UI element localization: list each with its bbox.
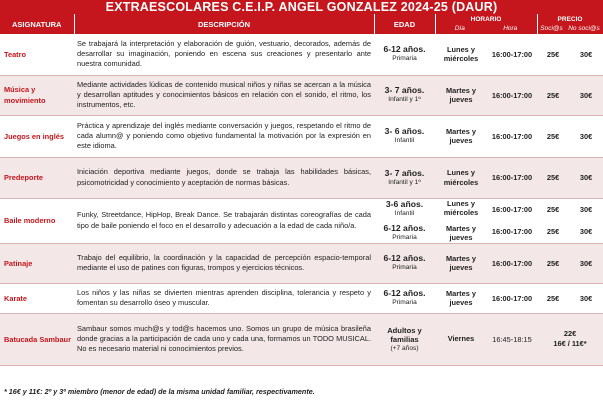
- activity-name: Juegos en inglés: [0, 115, 74, 157]
- price-no-socios: 30€: [569, 34, 603, 75]
- table-row: [0, 283, 603, 313]
- price-line-1: 22€: [563, 329, 577, 338]
- age-level: Infantil y 1º: [388, 178, 421, 186]
- age-level: Primaria: [392, 264, 417, 271]
- activity-description: Práctica y aprendizaje del inglés mediante conversación y juegos, respetando el ritmo de cada alumn@ y poniendo como objetivo fundamental la motivación por la expresión en este idioma.: [74, 115, 374, 157]
- activity-age: [374, 198, 435, 243]
- header-hora: Hora: [503, 24, 518, 32]
- activity-description: Funky, Streetdance, HipHop, Break Dance. Se trabajarán distintas coreografías de cada tipo de baile poniendo el foco en el desarrollo y adecuación a la edad de cada niño/a.: [74, 198, 374, 243]
- activities-table: [0, 14, 603, 366]
- table-row: [0, 115, 603, 157]
- activity-name: Predeporte: [0, 157, 74, 198]
- age-range-2: 6-12 años.: [383, 222, 426, 233]
- activity-description: Los niños y las niñas se divierten mientras aprenden disciplina, tolerancia y respeto y fomentan su desarrollo óseo y muscular.: [74, 283, 374, 313]
- table-row: [0, 313, 603, 365]
- price-batucada: [537, 313, 603, 365]
- age-range: 3-6 años.: [385, 198, 424, 209]
- table-row: [0, 34, 603, 75]
- price-socios: 25€: [537, 157, 569, 198]
- time-1: 16:00-17:00: [491, 205, 533, 214]
- table-row: [0, 243, 603, 283]
- age-level: Infantil y 1º: [388, 96, 421, 103]
- activity-age: [374, 157, 435, 198]
- price-socios: [537, 198, 569, 243]
- table-header-row: [0, 14, 603, 34]
- price-no-socios-2: 30€: [579, 227, 593, 236]
- activity-time: 16:00-17:00: [487, 243, 537, 283]
- activity-time: [487, 198, 537, 243]
- activity-description: Se trabajará la interpretación y elaboración de guión, vestuario, decorados, además de desarrollar su imaginación, poniendo en escena sus creaciones y presentarlo ante nuestra comunidad.: [74, 34, 374, 75]
- activity-description: Trabajo del equilibrio, la coordinación y la capacidad de percepción espacio-temporal mediante el uso de patines con figuras, trompos y ejercicios técnicos.: [74, 243, 374, 283]
- activity-time: 16:00-17:00: [487, 283, 537, 313]
- table-row: [0, 157, 603, 198]
- activity-name: Patinaje: [0, 243, 74, 283]
- activity-age: [374, 313, 435, 365]
- age-range: 6-12 años.: [383, 288, 426, 298]
- activity-description: Mediante actividades lúdicas de contenido musical niños y niñas se acercan a la música y desarrollan aptitudes y conocimientos básicos en relación con el sonido, el ritmo, los instrumentos, etc.: [74, 75, 374, 115]
- price-socios: 25€: [537, 243, 569, 283]
- activity-name: Música y movimiento: [0, 75, 74, 115]
- price-socios-2: 25€: [546, 227, 560, 236]
- activity-name: Teatro: [0, 34, 74, 75]
- activity-age: [374, 75, 435, 115]
- activity-days: Martes y jueves: [435, 115, 487, 157]
- header-no-socios: No soci@s: [568, 24, 600, 32]
- activity-days: Martes y jueves: [435, 75, 487, 115]
- activity-time: 16:00-17:00: [487, 75, 537, 115]
- activity-description: Iniciación deportiva mediante juegos, donde se trabaja las habilidades básicas, psicomotricidad y conocimiento y aceptación de normas básicas.: [74, 157, 374, 198]
- activity-description: Sambaur somos much@s y tod@s hacemos uno. Somos un grupo de música brasileña donde gracias a la participación de cada uno y cada una, formamos un TODO MUSICAL. No es necesario material ni conocimientos previos.: [74, 313, 374, 365]
- price-socios: 25€: [537, 34, 569, 75]
- header-horario-label: HORARIO: [470, 15, 502, 23]
- price-no-socios: 30€: [569, 75, 603, 115]
- header-horario: [435, 14, 537, 34]
- age-level: Infantil: [394, 137, 415, 144]
- table-row: [0, 198, 603, 243]
- price-no-socios: 30€: [569, 283, 603, 313]
- age-level-2: Primaria: [392, 233, 417, 241]
- time-2: 16:00-17:00: [491, 227, 533, 236]
- activity-days: [435, 198, 487, 243]
- activity-days: Viernes: [435, 313, 487, 365]
- footnote: * 16€ y 11€: 2º y 3º miembro (menor de edad) de la misma unidad familiar, respectivamente.: [4, 387, 315, 396]
- price-line-2: 16€ / 11€*: [553, 339, 587, 348]
- days-2: Martes y jueves: [446, 223, 476, 242]
- header-precio: [537, 14, 603, 34]
- activity-days: Martes y jueves: [435, 243, 487, 283]
- age-range: Adultos y familias: [387, 325, 422, 344]
- activity-age: [374, 283, 435, 313]
- age-level: (+7 años): [390, 344, 419, 352]
- price-no-socios: 30€: [569, 243, 603, 283]
- header-descripcion: DESCRIPCIÓN: [74, 14, 374, 34]
- activity-time: 16:00-17:00: [487, 34, 537, 75]
- table-row: [0, 75, 603, 115]
- header-asignatura: ASIGNATURA: [0, 14, 74, 34]
- activity-days: Lunes y miércoles: [435, 157, 487, 198]
- age-range: 6-12 años.: [383, 44, 426, 55]
- age-range: 3- 7 años.: [384, 167, 425, 178]
- price-socios: 25€: [537, 75, 569, 115]
- header-dia: Día: [454, 24, 465, 32]
- activity-days: Lunes y miércoles: [435, 34, 487, 75]
- price-no-socios: 30€: [569, 115, 603, 157]
- age-range: 3- 6 años.: [384, 126, 425, 136]
- activity-age: [374, 34, 435, 75]
- age-level: Primaria: [392, 299, 417, 306]
- activity-time: 16:00-17:00: [487, 115, 537, 157]
- header-edad: EDAD: [374, 14, 435, 34]
- header-socios: Soci@s: [540, 24, 563, 32]
- price-socios: 25€: [537, 115, 569, 157]
- age-range: 3- 7 años.: [384, 85, 425, 95]
- activity-time: 16:45-18:15: [487, 313, 537, 365]
- activity-name: Batucada Sambaur: [0, 313, 74, 365]
- age-level: Primaria: [392, 55, 417, 63]
- price-no-socios: [569, 198, 603, 243]
- price-no-socios-1: 30€: [579, 205, 593, 214]
- price-socios-1: 25€: [546, 205, 560, 214]
- header-precio-label: PRECIO: [557, 15, 583, 23]
- page-title: EXTRAESCOLARES C.E.I.P. ANGEL GONZALEZ 2024-25 (DAUR): [0, 0, 603, 14]
- price-no-socios: 30€: [569, 157, 603, 198]
- activity-days: Martes y jueves: [435, 283, 487, 313]
- activity-time: 16:00-17:00: [487, 157, 537, 198]
- price-socios: 25€: [537, 283, 569, 313]
- activity-name: Baile moderno: [0, 198, 74, 243]
- activity-age: [374, 115, 435, 157]
- days-1: Lunes y miércoles: [443, 198, 479, 217]
- activity-age: [374, 243, 435, 283]
- age-level: Infantil: [394, 209, 415, 217]
- age-range: 6-12 años.: [383, 253, 426, 263]
- activity-name: Karate: [0, 283, 74, 313]
